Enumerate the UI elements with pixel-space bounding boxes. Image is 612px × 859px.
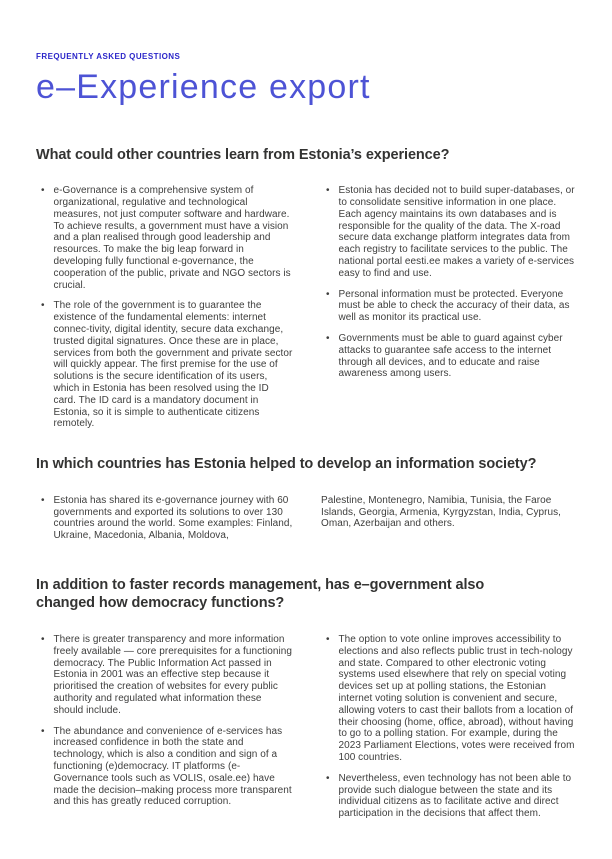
faq-eyebrow: FREQUENTLY ASKED QUESTIONS <box>36 52 181 61</box>
bullet-text: Estonia has decided not to build super-databases, or to consolidate sensitive information in one place. Each agency maintains its own databases and is responsible for the quality of the data. The X-road secure data exchange platform integrates data from each registry to facilitate services to the public. The national portal eesti.ee makes a variety of e-services easy to find and use. <box>338 185 575 279</box>
section-democracy-functions <box>36 576 578 829</box>
bullet-icon: • <box>326 185 330 197</box>
left-column <box>36 185 293 439</box>
left-column <box>36 634 293 829</box>
right-column <box>321 495 578 551</box>
section-heading: In which countries has Estonia helped to develop an information society? <box>36 456 537 473</box>
list-item <box>321 634 578 764</box>
list-item <box>36 495 293 542</box>
list-item <box>36 185 293 291</box>
section-countries-helped <box>36 455 578 551</box>
bullet-icon: • <box>41 634 45 645</box>
bullet-icon: • <box>326 634 330 645</box>
list-item <box>36 634 293 717</box>
section-heading: In addition to faster records management, has e–government also changed how democracy functions? <box>36 576 485 612</box>
bullet-text: The role of the government is to guarantee the existence of the fundamental elements: internet connec-tivity, digital identity, secure data exchange, trusted digital signatures. Once these are in place, services from both the government and private sector will quickly appear. The first premise for the use of solutions is the secure identification of its users, which in Estonia has been resolved using the ID card. The ID card is a mandatory document in Estonia, so it is simple to authenticate citizens remotely. <box>53 300 293 430</box>
two-column-layout <box>36 634 578 829</box>
list-item <box>321 185 578 279</box>
list-item <box>36 726 293 809</box>
bullet-icon: • <box>41 300 45 312</box>
bullet-text: Personal information must be protected. Everyone must be able to check the accuracy of their data, as well as monitor its practical use. <box>338 288 570 324</box>
list-item <box>321 333 578 380</box>
two-column-layout <box>36 185 578 439</box>
section-heading: What could other countries learn from Estonia’s experience? <box>36 146 450 163</box>
bullet-text: There is greater transparency and more information freely available — core prerequisites for a functioning democracy. The Public Information Act passed in Estonia in 2001 was an effective step because it prioritised the creation of websites for every public authority and regulated what information these should include. <box>53 634 292 716</box>
continuation-text: Palestine, Montenegro, Namibia, Tunisia, the Faroe Islands, Georgia, Armenia, Kyrgyzstan, India, Cyprus, Oman, Azerbaijan and others. <box>321 494 561 530</box>
left-column <box>36 495 293 551</box>
bullet-text: Nevertheless, even technology has not been able to provide such dialogue between the state and its individual citizens as to facilitate active and direct participation in the decisions that affect them. <box>338 772 572 820</box>
bullet-icon: • <box>41 725 45 737</box>
bullet-text: The option to vote online improves accessibility to elections and also reflects public trust in tech-nology and state. Compared to other electronic voting systems used elsewhere that rely on special voting devices set up at polling stations, the Estonian internet voting solution is convenient and secure, allowing voters to cast their ballots from a location of their choosing (home, office, abroad), without having to go to a polling station. For example, during the 2023 Parliament Elections, votes were received from 100 countries. <box>338 634 575 763</box>
list-item <box>321 289 578 324</box>
page-title: e–Experience export <box>36 68 371 106</box>
right-column <box>321 185 578 439</box>
section-learn-from-estonia <box>36 146 578 439</box>
bullet-icon: • <box>41 185 45 197</box>
bullet-icon: • <box>41 494 45 506</box>
bullet-icon: • <box>326 772 330 784</box>
bullet-text: Estonia has shared its e-governance journey with 60 governments and exported its solutions to over 130 countries around the world. Some examples: Finland, Ukraine, Macedonia, Albania, Moldova, <box>53 494 293 542</box>
right-column <box>321 634 578 829</box>
bullet-text: e-Governance is a comprehensive system of organizational, regulative and technological measures, not just computer software and hardware. To achieve results, a government must have a vision and a plan realised through good leadership and resources. To make the big leap forward in developing fully functional e-governance, the cooperation of the public, private and NGO sectors is crucial. <box>53 185 291 291</box>
list-item <box>321 773 578 820</box>
list-item <box>36 300 293 430</box>
bullet-text: The abundance and convenience of e-services has increased confidence in both the state and technology, which is also a condition and sign of a functioning (e)democracy. IT platforms (e-Governance tools such as VOLIS, osale.ee) have made the decision–making process more transparent and this has greatly reduced corruption. <box>53 725 292 808</box>
bullet-icon: • <box>326 288 330 300</box>
bullet-text: Governments must be able to guard against cyber attacks to guarantee safe access to the internet through all devices, and to educate and raise awareness among users. <box>338 333 563 380</box>
bullet-icon: • <box>326 333 330 344</box>
two-column-layout <box>36 495 578 551</box>
